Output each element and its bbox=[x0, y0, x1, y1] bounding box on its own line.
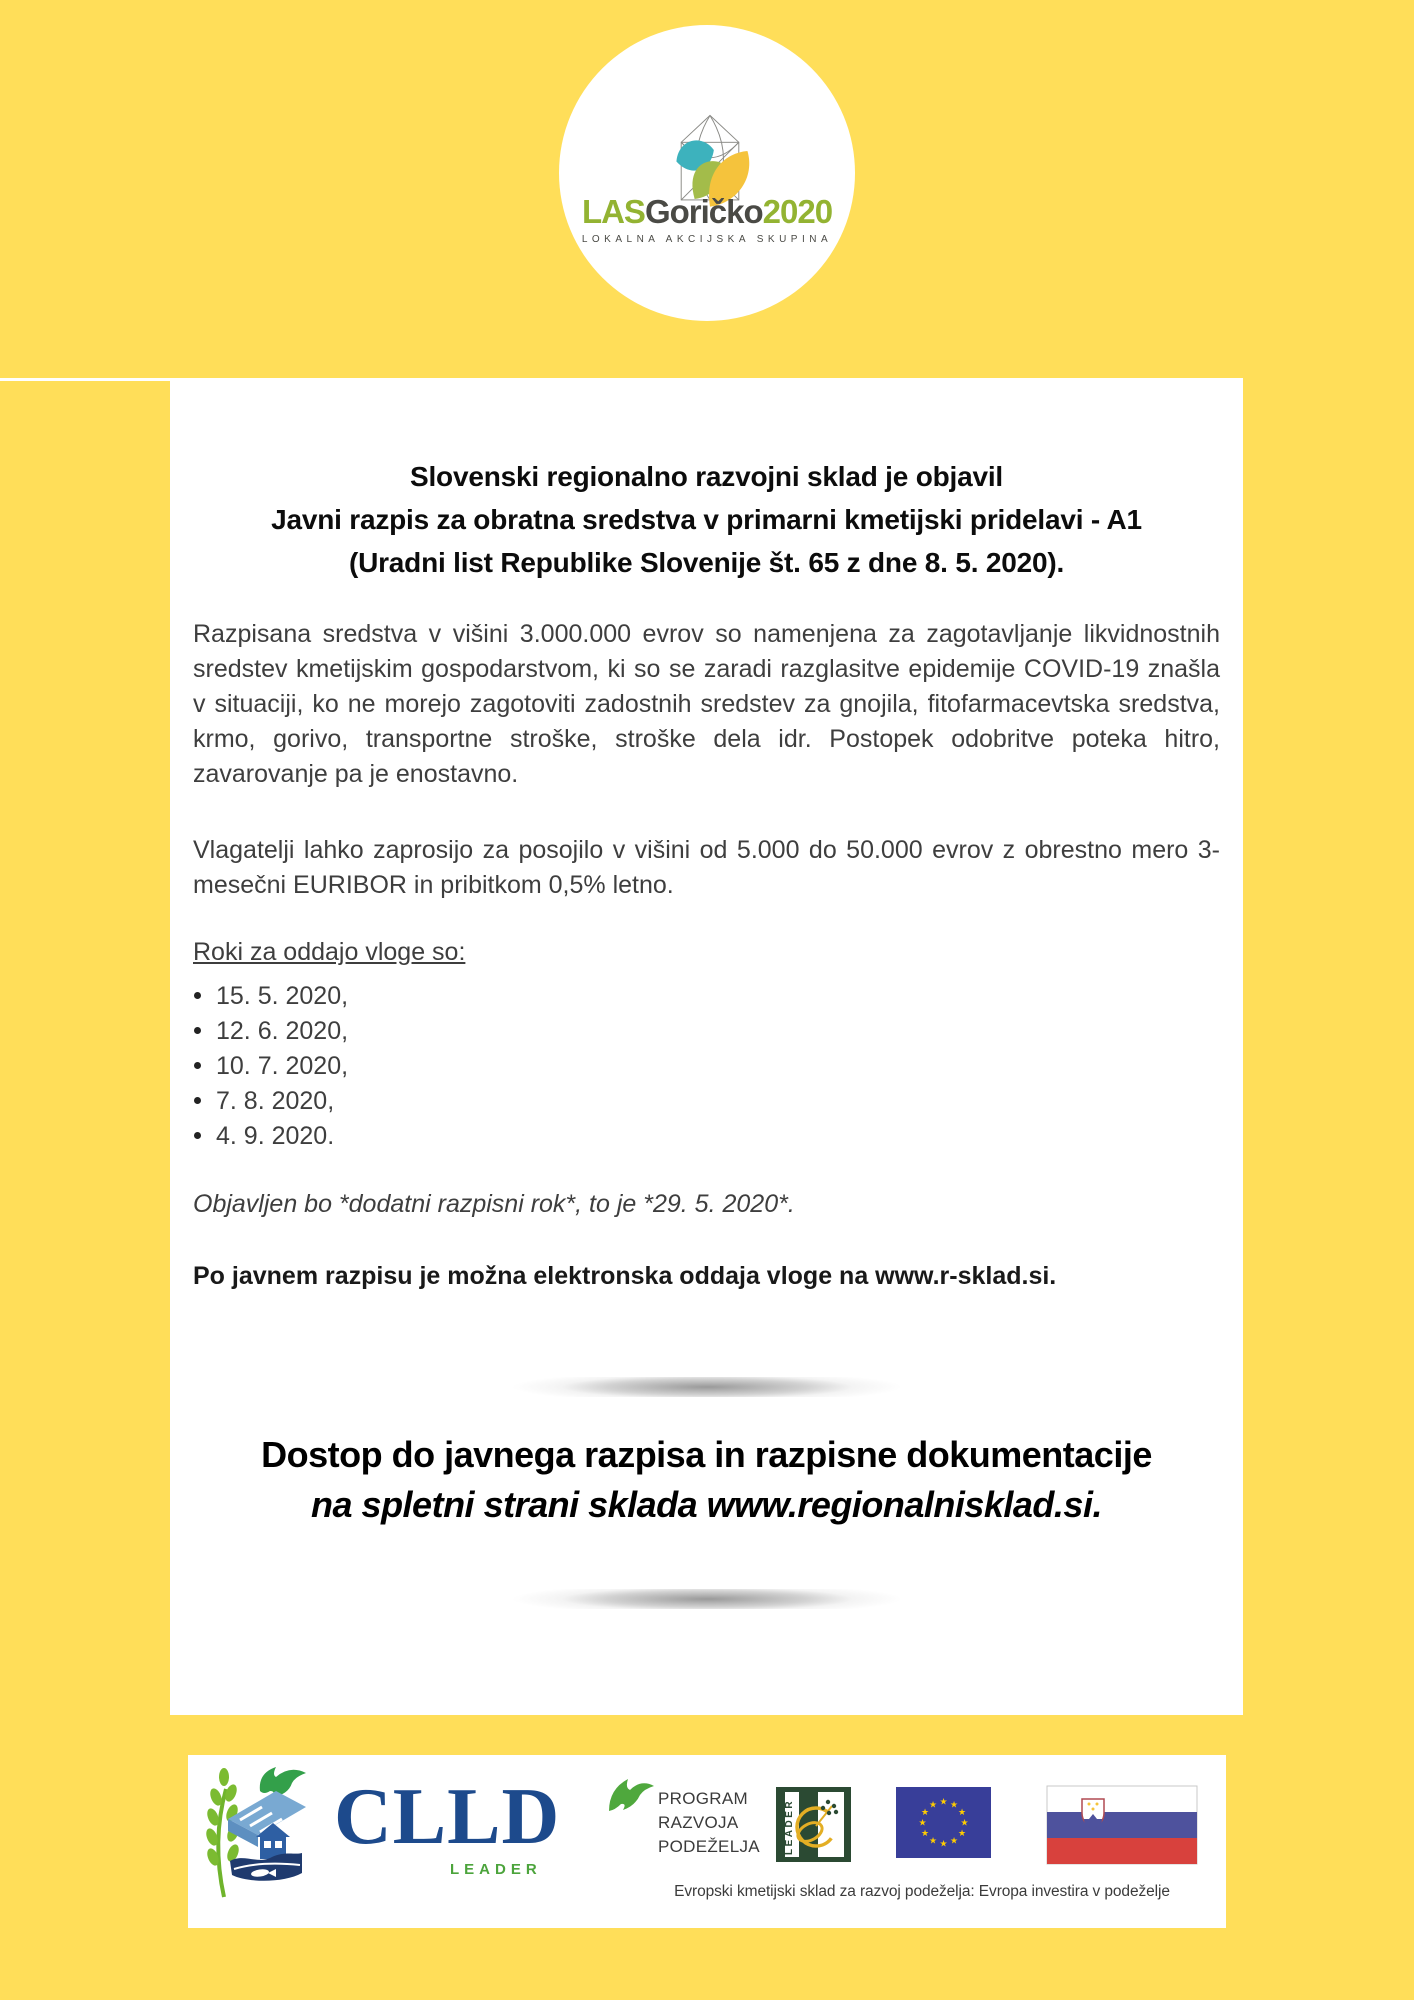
deadline-date: 12. 6. 2020, bbox=[216, 1017, 349, 1045]
svg-text:★: ★ bbox=[960, 1818, 969, 1829]
svg-text:★: ★ bbox=[939, 1839, 948, 1850]
list-item bbox=[193, 1084, 1220, 1119]
heading-line-2: Javni razpis za obratna sredstva v primarni kmetijski pridelavi - A1 bbox=[271, 504, 1142, 535]
deadlines-list bbox=[193, 979, 1220, 1154]
divider-shadow-top bbox=[457, 1377, 957, 1397]
paragraph-loan-terms: Vlagatelji lahko zaprosijo za posojilo v višini od 5.000 do 50.000 evrov z obrestno mero 3- mesečni EURIBOR in pribitkom 0,5% letno. bbox=[193, 836, 1220, 899]
eu-flag bbox=[896, 1787, 991, 1858]
bullet-dot bbox=[194, 1027, 201, 1034]
list-item bbox=[193, 1119, 1220, 1154]
svg-text:★: ★ bbox=[949, 1836, 959, 1847]
deadline-date: 4. 9. 2020. bbox=[216, 1122, 335, 1150]
heading-line-1: Slovenski regionalno razvojni sklad je objavil bbox=[410, 461, 1003, 492]
las-goricko-logo-circle bbox=[559, 25, 855, 321]
leader-vertical-text: LEADER bbox=[784, 1798, 795, 1855]
bullet-dot bbox=[194, 992, 201, 999]
cta-heading-line-2: na spletni strani sklada www.regionalnisklad.si. bbox=[311, 1484, 1102, 1525]
deadline-date: 7. 8. 2020, bbox=[216, 1087, 335, 1115]
logo-wordmark bbox=[559, 193, 855, 231]
clld-wordmark: CLLD bbox=[334, 1773, 561, 1861]
deadlines-label: Roki za oddajo vloge so: bbox=[193, 938, 466, 966]
prp-line-2: RAZVOJA bbox=[658, 1813, 739, 1832]
footer-logo-bar bbox=[188, 1755, 1226, 1928]
clld-leader-label: LEADER bbox=[450, 1861, 542, 1878]
list-item bbox=[193, 1049, 1220, 1084]
svg-text:★: ★ bbox=[918, 1818, 927, 1829]
logo-goricko: Goričko bbox=[644, 193, 763, 230]
main-heading bbox=[193, 455, 1220, 584]
logo-las: LAS bbox=[581, 193, 645, 230]
swallow-icon bbox=[606, 1775, 656, 1819]
leader-logo bbox=[776, 1787, 851, 1862]
heading-line-3: (Uradni list Republike Slovenije št. 65 z dne 8. 5. 2020). bbox=[348, 547, 1065, 578]
bullet-dot bbox=[194, 1132, 201, 1139]
svg-text:★: ★ bbox=[957, 1829, 967, 1839]
program-razvoja-podezelja-label bbox=[658, 1787, 760, 1859]
clld-logo-icon bbox=[200, 1761, 332, 1901]
list-item bbox=[193, 979, 1220, 1014]
slovenia-flag bbox=[1046, 1785, 1198, 1865]
cta-heading-line-1: Dostop do javnega razpisa in razpisne dokumentacije bbox=[261, 1434, 1152, 1475]
prp-line-1: PROGRAM bbox=[658, 1789, 748, 1808]
svg-text:★: ★ bbox=[949, 1800, 959, 1811]
deadline-date: 10. 7. 2020, bbox=[216, 1052, 349, 1080]
list-item bbox=[193, 1014, 1220, 1049]
svg-text:★: ★ bbox=[920, 1829, 930, 1839]
additional-deadline-note: Objavljen bo *dodatni razpisni rok*, to je *29. 5. 2020*. bbox=[193, 1190, 795, 1218]
svg-text:★: ★ bbox=[920, 1808, 930, 1818]
svg-text:★: ★ bbox=[939, 1797, 948, 1808]
logo-year: 2020 bbox=[762, 193, 833, 230]
content-card bbox=[170, 381, 1243, 1715]
prp-line-3: PODEŽELJA bbox=[658, 1837, 760, 1856]
svg-text:★: ★ bbox=[928, 1800, 938, 1811]
svg-text:★: ★ bbox=[928, 1836, 938, 1847]
logo-tagline: LOKALNA AKCIJSKA SKUPINA bbox=[581, 234, 833, 245]
bullet-dot bbox=[194, 1062, 201, 1069]
bullet-dot bbox=[194, 1097, 201, 1104]
deadline-date: 15. 5. 2020, bbox=[216, 982, 349, 1010]
electronic-submission-note: Po javnem razpisu je možna elektronska oddaja vloge na www.r-sklad.si. bbox=[193, 1262, 1057, 1290]
eu-fund-caption: Evropski kmetijski sklad za razvoj podeželja: Evropa investira v podeželje bbox=[674, 1883, 1170, 1900]
paragraph-funding: Razpisana sredstva v višini 3.000.000 evrov so namenjena za zagotavljanje likvidnostnih sredstev kmetijskim gospodarstvom, ki so se zaradi razglasitve epidemije COVID-19 znašla v situaciji, ko ne morejo zagotoviti zadostnih sredstev za gnojila, fitofarmacevtska sredstva, krmo, gorivo, transportne stroške, stroške dela idr. Postopek odobritve poteka hitro, zavarovanje pa je enostavno. bbox=[193, 620, 1220, 788]
divider-shadow-bottom bbox=[457, 1589, 957, 1609]
svg-text:★: ★ bbox=[957, 1808, 967, 1818]
